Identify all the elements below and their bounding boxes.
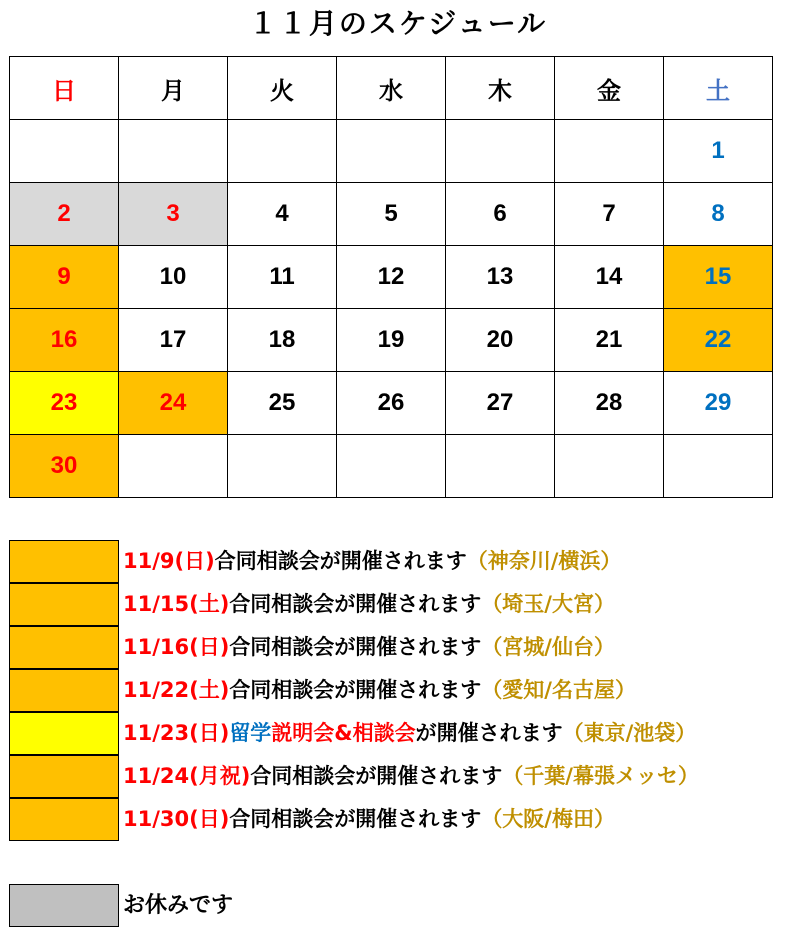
- legend-text: [123, 583, 615, 626]
- legend-place: （宮城/仙台）: [481, 635, 615, 659]
- legend-suffix: が開催されます: [415, 721, 563, 745]
- day-cell: 28: [555, 372, 664, 435]
- legend-date: 11/15(土): [123, 592, 230, 616]
- day-cell-event: 24: [119, 372, 228, 435]
- legend-event: 合同相談会: [250, 764, 356, 788]
- week-row: [10, 246, 773, 309]
- weekday-sun: 日: [10, 57, 119, 120]
- orange-swatch: [9, 583, 119, 626]
- day-cell-event: 30: [10, 435, 119, 498]
- legend-place: （愛知/名古屋）: [481, 678, 636, 702]
- day-cell-event-study-abroad: 23: [10, 372, 119, 435]
- day-cell: 7: [555, 183, 664, 246]
- week-row: [10, 309, 773, 372]
- day-cell: 18: [228, 309, 337, 372]
- legend-place: （埼玉/大宮）: [481, 592, 615, 616]
- day-cell-event: 15: [664, 246, 773, 309]
- legend-text: [123, 798, 615, 841]
- holiday-legend: [9, 884, 609, 927]
- legend-place: （東京/池袋）: [562, 721, 697, 745]
- day-cell-event: 16: [10, 309, 119, 372]
- day-cell: [555, 435, 664, 498]
- legend-place: （大阪/梅田）: [481, 807, 615, 831]
- weekday-sat: 土: [664, 57, 773, 120]
- legend-date: 11/30(日): [123, 807, 230, 831]
- day-cell: [664, 435, 773, 498]
- legend-event-a: 留学: [229, 721, 272, 745]
- day-cell: 11: [228, 246, 337, 309]
- legend-suffix: が開催されます: [334, 807, 482, 831]
- day-cell: [337, 435, 446, 498]
- legend-place: （神奈川/横浜）: [466, 549, 622, 573]
- day-cell: 25: [228, 372, 337, 435]
- weekday-tue: 火: [228, 57, 337, 120]
- day-cell: [555, 120, 664, 183]
- day-cell: [446, 120, 555, 183]
- weekday-header-row: [10, 57, 773, 120]
- legend-text: [123, 669, 636, 712]
- legend-event: 合同相談会: [229, 807, 335, 831]
- day-cell: 10: [119, 246, 228, 309]
- day-cell: 19: [337, 309, 446, 372]
- weekday-wed: 水: [337, 57, 446, 120]
- legend-event-b: 説明会&相談会: [271, 721, 416, 745]
- day-cell: [228, 120, 337, 183]
- legend-suffix: が開催されます: [334, 678, 482, 702]
- orange-swatch: [9, 669, 119, 712]
- weekday-thu: 木: [446, 57, 555, 120]
- day-cell: [119, 120, 228, 183]
- orange-swatch: [9, 798, 119, 841]
- legend-text: [123, 712, 696, 755]
- day-cell: [228, 435, 337, 498]
- yellow-swatch: [9, 712, 119, 755]
- orange-swatch: [9, 540, 119, 583]
- legend-text: [123, 626, 615, 669]
- orange-swatch: [9, 755, 119, 798]
- legend-date: 11/9(日): [123, 549, 215, 573]
- day-cell: 20: [446, 309, 555, 372]
- day-cell: [119, 435, 228, 498]
- day-cell-event: 9: [10, 246, 119, 309]
- legend-date: 11/16(日): [123, 635, 230, 659]
- day-cell: 1: [664, 120, 773, 183]
- day-cell: [337, 120, 446, 183]
- calendar-grid: [9, 56, 773, 498]
- legend-date: 11/22(土): [123, 678, 230, 702]
- legend-event: 合同相談会: [229, 592, 335, 616]
- day-cell: 8: [664, 183, 773, 246]
- day-cell: 14: [555, 246, 664, 309]
- holiday-label: お休みです: [123, 893, 234, 918]
- legend-suffix: が開催されます: [334, 592, 482, 616]
- week-row: [10, 435, 773, 498]
- legend-date: 11/23(日): [123, 721, 230, 745]
- day-cell: 26: [337, 372, 446, 435]
- legend-text: [123, 540, 621, 583]
- weekday-fri: 金: [555, 57, 664, 120]
- legend-place: （千葉/幕張メッセ）: [502, 764, 699, 788]
- weekday-mon: 月: [119, 57, 228, 120]
- day-cell: [446, 435, 555, 498]
- day-cell: 6: [446, 183, 555, 246]
- page-title: １１月のスケジュール: [248, 7, 548, 40]
- day-cell: 17: [119, 309, 228, 372]
- day-cell: 5: [337, 183, 446, 246]
- week-row: [10, 120, 773, 183]
- week-row: [10, 372, 773, 435]
- day-cell: 27: [446, 372, 555, 435]
- legend-suffix: が開催されます: [319, 549, 467, 573]
- day-cell: 29: [664, 372, 773, 435]
- day-cell: 4: [228, 183, 337, 246]
- day-cell: 21: [555, 309, 664, 372]
- legend-suffix: が開催されます: [334, 635, 482, 659]
- legend-date: 11/24(月祝): [123, 764, 251, 788]
- gray-swatch: [9, 884, 119, 927]
- legend-event: 合同相談会: [214, 549, 320, 573]
- orange-swatch: [9, 626, 119, 669]
- legend-event: 合同相談会: [229, 678, 335, 702]
- day-cell: 13: [446, 246, 555, 309]
- legend-suffix: が開催されます: [355, 764, 503, 788]
- day-cell-event: 22: [664, 309, 773, 372]
- legend-text: [123, 755, 699, 798]
- day-cell-holiday: 3: [119, 183, 228, 246]
- day-cell: 12: [337, 246, 446, 309]
- legend-event: 合同相談会: [229, 635, 335, 659]
- week-row: [10, 183, 773, 246]
- day-cell: [10, 120, 119, 183]
- day-cell-holiday: 2: [10, 183, 119, 246]
